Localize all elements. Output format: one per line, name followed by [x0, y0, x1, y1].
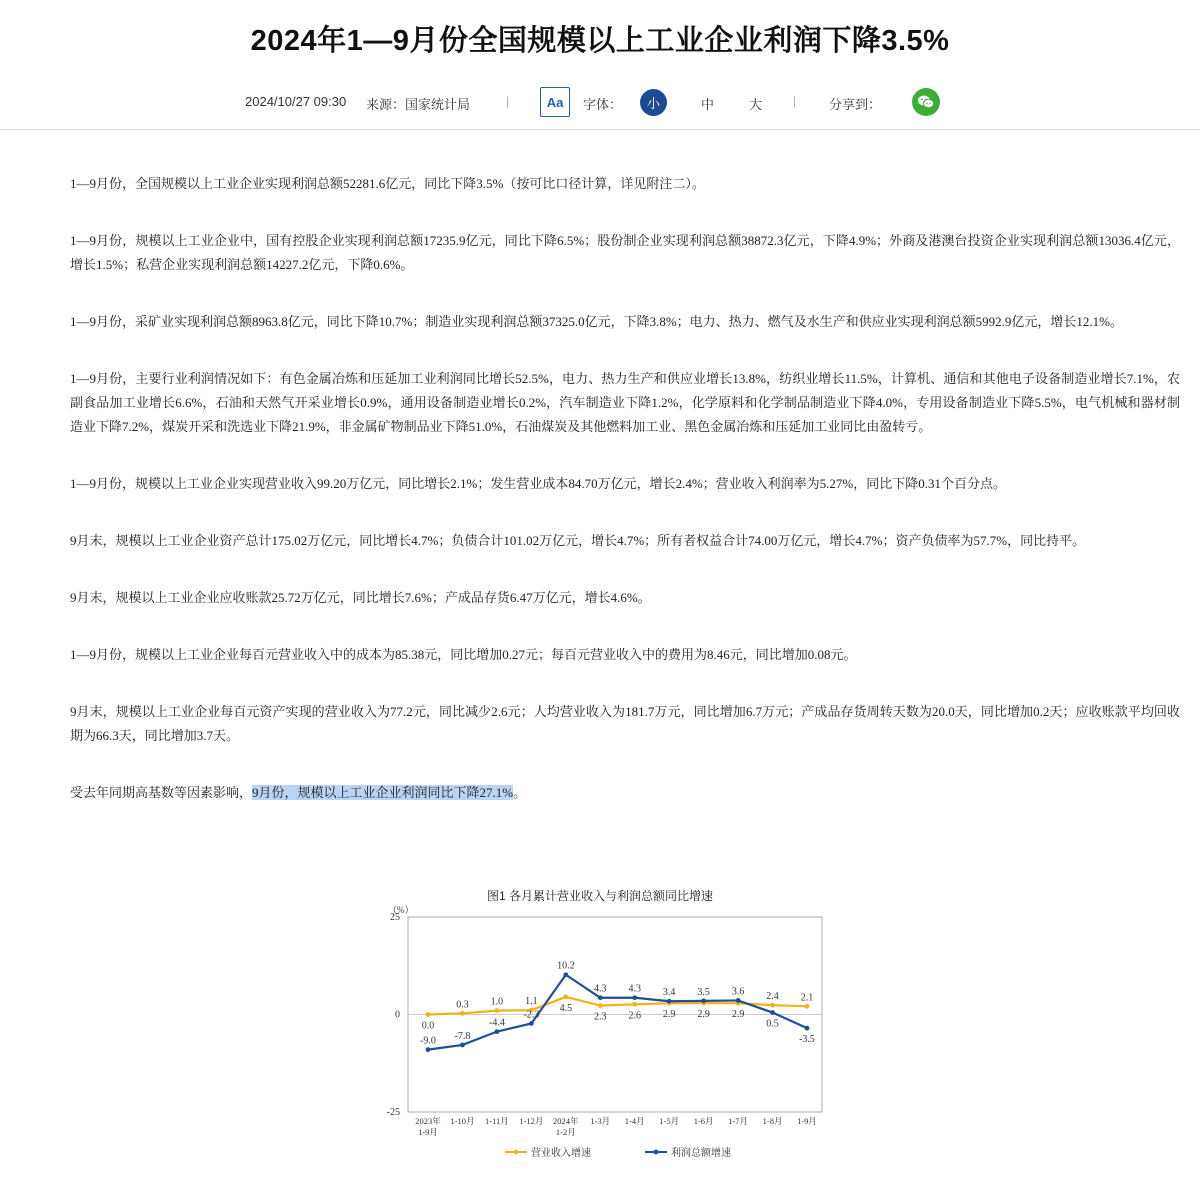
- legend-marker: [654, 1150, 659, 1155]
- x-tick-label: 1-12月: [519, 1116, 544, 1126]
- x-tick-label: 1-3月: [590, 1116, 611, 1126]
- data-label: 2.9: [697, 1009, 710, 1021]
- legend-marker: [514, 1150, 519, 1155]
- article-paragraph: 9月末，规模以上工业企业资产总计175.02万亿元，同比增长4.7%；负债合计101.02万亿元，增长4.7%；所有者权益合计74.00万亿元，增长4.7%；资产负债率为57.7%，同比持平。: [70, 533, 1086, 548]
- data-label: 4.3: [594, 983, 607, 995]
- page-title: 2024年1—9月份全国规模以上工业企业利润下降3.5%: [250, 25, 950, 57]
- legend-label: 利润总额增速: [671, 1148, 731, 1159]
- x-tick-label: 1-9月: [797, 1116, 817, 1126]
- data-label: 2.3: [594, 1011, 607, 1023]
- article-paragraph: 9月末，规模以上工业企业每百元资产实现的营业收入为77.2元，同比减少2.6元；人均营业收入为181.7万元，同比增加6.7万元；产成品存货周转天数为20.0天，同比增加0.2天；应收账款平均回收期为66.3天，同比增加3.7天。: [70, 704, 1180, 743]
- chart-svg: [370, 880, 830, 1170]
- font-size-large-button[interactable]: 大: [749, 97, 763, 112]
- data-point: [667, 999, 672, 1004]
- publish-date: 2024/10/27 09:30: [245, 94, 347, 109]
- data-label: 2.6: [628, 1010, 641, 1022]
- data-label: 3.4: [662, 987, 676, 999]
- y-tick-label: 0: [395, 1009, 400, 1021]
- data-label: 2.9: [662, 1009, 676, 1021]
- data-label: -2.3: [523, 1009, 540, 1021]
- header-divider: [0, 129, 1200, 130]
- y-tick-label: -25: [386, 1107, 400, 1118]
- x-tick-label: 1-4月: [624, 1116, 645, 1126]
- x-tick-label: 2024年: [553, 1116, 579, 1126]
- x-tick-label: 1-9月: [418, 1127, 438, 1137]
- data-point: [632, 1002, 637, 1007]
- article-paragraph: 1—9月份，采矿业实现利润总额8963.8亿元，同比下降10.7%；制造业实现利润总额37325.0亿元，下降3.8%；电力、热力、燃气及水生产和供应业实现利润总额5992.9亿元，增长12.1%。: [70, 314, 1123, 329]
- font-size-small-button[interactable]: 小: [640, 89, 667, 116]
- wechat-icon: [917, 94, 935, 110]
- data-point: [563, 972, 568, 977]
- data-label: -9.0: [420, 1035, 436, 1047]
- data-label: 2.1: [800, 992, 814, 1004]
- selected-text[interactable]: 9月份，规模以上工业企业利润同比下降27.1%: [252, 785, 514, 800]
- article-paragraph: 1—9月份，规模以上工业企业实现营业收入99.20万亿元，同比增长2.1%；发生营业成本84.70万亿元，增长2.4%；营业收入利润率为5.27%，同比下降0.31个百分点。: [70, 476, 1006, 491]
- data-point: [632, 995, 637, 1000]
- profit-growth-chart: [370, 880, 830, 1170]
- data-point: [426, 1047, 431, 1052]
- article-source: 来源：国家统计局: [366, 97, 471, 112]
- font-size-medium-button[interactable]: 中: [701, 97, 715, 112]
- article-paragraph: 9月末，规模以上工业企业应收账款25.72万亿元，同比增长7.6%；产成品存货6.47万亿元，增长4.6%。: [70, 590, 651, 605]
- legend-label: 营业收入增速: [531, 1148, 591, 1159]
- data-label: -3.5: [799, 1034, 815, 1046]
- meta-separator: |: [506, 94, 510, 108]
- data-point: [736, 998, 741, 1003]
- article-meta-bar: [0, 86, 1200, 120]
- data-label: 3.5: [697, 986, 710, 998]
- article-paragraph: 1—9月份，主要行业利润情况如下：有色金属冶炼和压延加工业利润同比增长52.5%，电力、热力生产和供应业增长13.8%，纺织业增长11.5%，计算机、通信和其他电子设备制造业增长7.1%，农副食品加工业增长6.6%，石油和天然气开采业增长0.9%，通用设备制造业增长0.2%，汽车制造业下降1.2%，化学原料和化学制品制造业下降4.0%，专用设备制造业下降5.5%，电气机械和器材制造业下降7.2%，煤炭开采和洗选业下降21.9%，非金属矿物制品业下降51.0%，石油煤炭及其他燃料加工业、黑色金属冶炼和压延加工业同比由盈转亏。: [70, 371, 1180, 434]
- x-tick-label: 1-11月: [485, 1116, 509, 1126]
- paragraph-tail: 。: [513, 785, 527, 800]
- x-tick-label: 1-5月: [659, 1116, 680, 1126]
- article-paragraph: 1—9月份，规模以上工业企业每百元营业收入中的成本为85.38元，同比增加0.27元；每百元营业收入中的费用为8.46元，同比增加0.08元。: [70, 647, 857, 662]
- data-point: [495, 1029, 500, 1034]
- data-point: [701, 998, 706, 1003]
- data-point: [770, 1003, 775, 1008]
- data-label: -4.4: [488, 1017, 505, 1029]
- x-tick-label: 1-7月: [728, 1116, 749, 1126]
- data-point: [805, 1026, 810, 1031]
- data-label: 4.5: [559, 1002, 573, 1014]
- y-tick-label: 25: [390, 912, 400, 923]
- article-paragraph: 1—9月份，规模以上工业企业中，国有控股企业实现利润总额17235.9亿元，同比下降6.5%；股份制企业实现利润总额38872.3亿元，下降4.9%；外商及港澳台投资企业实现利润总额13036.4亿元，增长1.5%；私营企业实现利润总额14227.2亿元，下降0.6%。: [70, 233, 1180, 272]
- data-label: 0.5: [766, 1018, 779, 1030]
- data-point: [598, 995, 603, 1000]
- data-label: 0.0: [421, 1020, 435, 1032]
- x-tick-label: 2023年: [415, 1116, 441, 1126]
- data-label: 4.3: [628, 983, 641, 995]
- article-paragraph: 1—9月份，全国规模以上工业企业实现利润总额52281.6亿元，同比下降3.5%（按可比口径计算，详见附注二）。: [70, 176, 705, 191]
- data-point: [460, 1043, 465, 1048]
- data-label: 2.4: [766, 991, 779, 1003]
- data-point: [495, 1008, 500, 1013]
- data-point: [598, 1003, 603, 1008]
- data-point: [460, 1011, 465, 1016]
- data-label: 2.9: [731, 1009, 745, 1021]
- font-toggle-button[interactable]: Aa: [540, 87, 570, 117]
- data-label: -7.8: [454, 1030, 471, 1042]
- y-axis-unit-label: （%）: [388, 905, 414, 915]
- chart-title: 图1 各月累计营业收入与利润总额同比增速: [486, 889, 714, 903]
- x-tick-label: 1-6月: [693, 1116, 714, 1126]
- x-tick-label: 1-10月: [450, 1116, 475, 1126]
- font-size-label: 字体：: [583, 97, 623, 112]
- data-point: [426, 1012, 431, 1017]
- data-label: 0.3: [456, 999, 469, 1011]
- article-paragraph-highlighted: [70, 781, 1180, 805]
- meta-separator: |: [793, 94, 797, 108]
- data-label: 3.6: [731, 986, 745, 998]
- paragraph-lead: 受去年同期高基数等因素影响，: [70, 785, 253, 800]
- data-label: 1.1: [525, 996, 538, 1008]
- data-point: [805, 1004, 810, 1009]
- x-tick-label: 1-2月: [555, 1127, 576, 1137]
- share-label: 分享到：: [829, 97, 882, 112]
- data-label: 10.2: [557, 960, 575, 972]
- data-point: [770, 1010, 775, 1015]
- data-label: 1.0: [490, 996, 504, 1008]
- wechat-share-button[interactable]: [912, 88, 940, 116]
- x-tick-label: 1-8月: [762, 1116, 783, 1126]
- article-body: [70, 172, 1180, 838]
- data-point: [529, 1021, 534, 1026]
- data-point: [563, 995, 568, 1000]
